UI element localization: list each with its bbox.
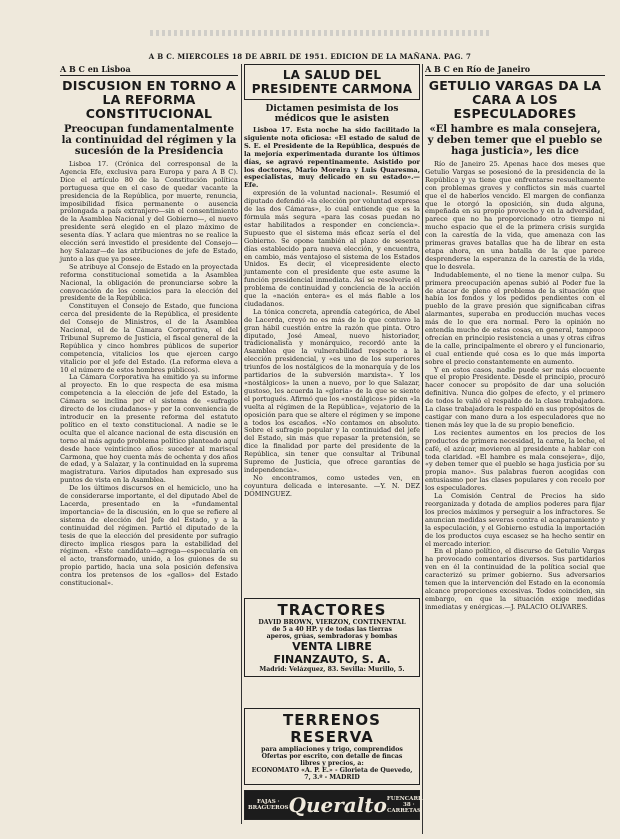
paragraph: La tónica concreta, aprendía categórica, de Abel de Lacerda, creyó no es más de lo que contuvo la gran hábil cuestión entre la razón que pinta. Otro diputado, José Ameal, nuevo historiador, tradicionalista y monárquico, recordó ante la Asamblea que la vulnerabilidad respecto a la elección presidencial, y «es uno de los superiores triunfos de los nostálgicos de la monarquía y de los partidarios de la subversión marxista». Y los «nostálgicos» la unen a nuevo, por lo que Salazar, gustoso, les acuerda la «gloria» de la que se siente el portugués. Afirmó que los «nostálgicos» piden «la vuelta al régimen de la República», vejatorio de la oposición para que se altere el régimen y se impone a todos los escaños. «No contamos en absoluto. Sobre el sufragio popular y la continuidad del jefe del Estado, sin más que repasar la pretensión, se dice la finalidad por parte del presidente de la República, sin tener que consultar al Tribunal Supremo de Justicia, que ofrece garantías de independencia». bbox=[244, 307, 420, 474]
ad-side-text: FUENCARRAL 38 · CARRETAS 26 bbox=[386, 796, 431, 814]
article-body bbox=[244, 127, 420, 499]
subheadline: Dictamen pesimista de los médicos que le asisten bbox=[265, 104, 399, 124]
ad-title: TERRENOS RESERVA bbox=[283, 711, 381, 746]
headline: DISCUSION EN TORNO A LA REFORMA CONSTITUCIONAL bbox=[62, 78, 236, 121]
bleed-through-text bbox=[150, 30, 490, 36]
ad-title-secondary: VENTA LIBRE bbox=[292, 640, 372, 653]
article-carmona bbox=[244, 64, 431, 824]
advertisement-terrenos bbox=[244, 708, 420, 785]
article-rio bbox=[425, 64, 605, 834]
paragraph: En el plano político, el discurso de Getulio Vargas ha provocado comentarios diversos. Sus partidarios ven en él la continuidad de la política social que caracterizó su primer gobierno. Sus adversarios temen que la intervención del Estado en la economía alcance proporciones excesivas. Todos coinciden, sin embargo, en que la situación exige medidas inmediatas y enérgicas.—J. PALACIO OLIVARES. bbox=[425, 547, 605, 611]
advertisement-tractores bbox=[244, 598, 420, 677]
advertisement-queralto bbox=[244, 790, 431, 820]
paragraph: Lisboa 17. Esta noche ha sido facilitado la siguiente nota oficiosa: «El estado de salud de S. E. el Presidente de la República, después de la mejoría experimentada durante los últimos días, se agravó repentinamente. Asistido por los doctores, Mario Moreira y Luis Quaresma, especialistas, muy delicado en su estado».—Efe. bbox=[244, 126, 420, 190]
headline: LA SALUD DEL PRESIDENTE CARMONA bbox=[251, 68, 413, 96]
paragraph: Indudablemente, el no tiene la menor culpa. Su primera preocupación apenas subió al Poder fue la de atacar de pleno el problema de la situación que había los fondos y los pedidos pendientes con el pueblo de la grave presión que significaban cifras alarmantes, superaba en producción muchas veces más de lo que era normal. Pero la opinión no entendía mucho de estas cosas, en general, tampoco ofrecían en principio resistencia a unas y otras cifras de la calle, principalmente el obrero y el funcionario, el cual entiende qué cosa es lo que más importa sobre el precio constantemente en aumento. bbox=[425, 270, 605, 366]
paragraph: Y en estos casos, nadie puede ser más elocuente que el propio Presidente. Desde el principio, procuró hacer conocer su propósito de dar una solución definitiva. Nunca dio golpes de efecto, y el primero de todos le valió el respaldo de la clase trabajadora. La clase trabajadora le respaldó en sus propósitos de castigar con mano dura a los especuladores que no tienen más ley que la de su propio beneficio. bbox=[425, 365, 605, 429]
ad-line: para ampliaciones y trigo, comprendidos bbox=[261, 746, 403, 753]
ad-address: Madrid: Velázquez, 83. Sevilla: Murillo, 5. bbox=[259, 666, 405, 673]
paragraph: Río de Janeiro 25. Apenas hace dos meses que Getulio Vargas se posesionó de la presidencia de la República y ya tiene que enfrentarse resueltamente con problemas graves y conflictos sin más cuartel que el de haberlos vencido. El margen de confianza que le otorgó la oposición, sin duda alguna, empeñada en su propio provecho y en la adversidad, parece que no ha proporcionado otro tiempo ni mucho espacio que el de la primera crisis surgida con la carestía de la vida, que amenaza con las primeras graves batallas que ha de librar en esta etapa ahora, en una batalla de la que parece desprenderse la esperanza de la carestía de la vida, que lo desvela. bbox=[425, 160, 605, 271]
running-header: A B C. MIERCOLES 18 DE ABRIL DE 1951. EDICION DE LA MAÑANA. PAG. 7 bbox=[148, 52, 472, 61]
ad-side-text: FAJAS · BRAGUEROS bbox=[248, 799, 289, 811]
ad-brand: Queralto bbox=[288, 793, 387, 817]
paragraph: La Comisión Central de Precios ha sido reorganizada y dotada de amplios poderes para fijar los precios máximos y perseguir a los infractores. Se anuncian medidas severas contra el acaparamiento y la especulación, y el Gobierno estudia la importación de los productos cuya escasez se ha hecho sentir en el mercado interior. bbox=[425, 492, 605, 548]
paragraph: No encontramos, como ustedes ven, en coyuntura delicada e interesante. —Y. N. DEZ DOMINGUEZ. bbox=[244, 473, 420, 498]
ad-line: de 5 a 40 HP. y de todas las tierras bbox=[272, 626, 392, 633]
article-body bbox=[425, 161, 605, 612]
subheadline: «El hambre es mala consejera, y deben temer que el pueblo se haga justicia», les dice bbox=[427, 124, 603, 157]
paragraph: De los últimos discursos en el hemiciclo, uno ha de considerarse importante, el del diputado Abel de Lacerda, presentado en la «fundamental importancia» de la discusión, en lo que se refiere al sistema de elección del Jefe del Estado, y a la continuidad del régimen. Partió el diputado de la tesis de que la elección del presidente por sufragio directo implica riesgos para la estabilidad del régimen. «Este candidato—agrega—especularía en el acto, transformado, unido, a los guiones de su propio partido, hacia una sola posición defensiva contra los pretensos de los «gallos» del Estado constitucional». bbox=[60, 484, 238, 588]
ad-company: FINANZAUTO, S. A. bbox=[273, 653, 391, 666]
ad-line: Ofertas por escrito, con detalle de fincas bbox=[261, 753, 403, 760]
ad-line: DAVID BROWN, VIERZON, CONTINENTAL bbox=[258, 619, 406, 626]
paragraph: Constituyen el Consejo de Estado, que funciona cerca del presidente de la República, el presidente del Consejo de Ministros, el de la Asamblea Nacional, el de la Cámara Corporativa, el del Tribunal Supremo de Justicia, el fiscal general de la República y cinco hombres públicos de superior competencia, vitalicios los que ejercen cargo vitalicio por el jefe del Estado. (La reforma eleva a 10 el número de estos hombres públicos). bbox=[60, 302, 238, 374]
paragraph: expresión de la voluntad nacional». Resumió el diputado defendió «la elección por voluntad expresa de las dos Cámaras», lo cual entiende que es la fórmula más segura «para las cosas puedan no estar habilitados a responder en conciencia». Supuesto que el sistema más eficaz sería el del Gobierno. Se opone también al plazo de sesenta días establecido para nueva elección, y encuentra, en cambio, más ventajoso el sistema de los Estados Unidos. Es decir, el vicepresidente electo juntamente con el presidente que este asume la función presidencial inmediata. Así se resolvería el problema de continuidad y conciencia de la acción que la «nación entera» es el más fiable a los ciudadanos. bbox=[244, 189, 420, 308]
column-rule bbox=[241, 64, 242, 824]
article-body bbox=[60, 161, 238, 588]
article-lisboa bbox=[60, 64, 238, 824]
paragraph: Los recientes aumentos en los precios de los productos de primera necesidad, la carne, la leche, el café, el azúcar, movieron al presidente a hablar con toda claridad. «El hambre es mala consejera», dijo, «y deben temer que el pueblo se haga justicia por su propia mano». Sus palabras fueron acogidas con entusiasmo por las clases populares y con recelo por los especuladores. bbox=[425, 428, 605, 493]
headline-box bbox=[244, 64, 420, 100]
ad-contact: ECONOMATO «A. P. E.» - Glorieta de Quevedo, 7, 3.º - MADRID bbox=[251, 767, 413, 781]
paragraph: Se atribuye al Consejo de Estado en la proyectada reforma constitucional sometida a la Asamblea Nacional, la obligación de pronunciarse sobre la convocación de los comicios para la elección del presidente de la República. bbox=[60, 262, 238, 303]
paragraph: Lisboa 17. (Crónica del corresponsal de la Agencia Efe, exclusiva para Europa y para A B C). Dice el artículo 80 de la Constitución política portuguesa que en el caso de quedar vacante la presidencia de la República, por muerte, renuncia, imposibilidad física permanente o ausencia prolongada a país extranjero—sin el consentimiento de la Asamblea Nacional y del Gobierno—, el nuevo presidente será elegido en el plazo máximo de sesenta días. Y aclara que mientras no se realice la elección será investido el presidente del Consejo—hoy Salazar—de las atribuciones de jefe de Estado, junto a las que ya posee. bbox=[60, 160, 238, 263]
ad-title: TRACTORES bbox=[277, 601, 387, 619]
ad-line: aperos, grúas, sembradoras y bombas bbox=[266, 633, 398, 640]
headline: GETULIO VARGAS DA LA CARA A LOS ESPECULADORES bbox=[428, 78, 602, 121]
paragraph: La Cámara Corporativa ha emitido ya su informe al proyecto. En lo que respecta de esa misma competencia a la elección de jefe del Estado, la Cámara se inclina por el sistema de «sufragio directo de los ciudadanos» y por la conveniencia de introducir en la presente reforma del estatuto político en el texto constitucional. A nadie se le oculta que el alcance nacional de esta discusión en torno al más agudo problema político planteado aquí desde hace veinticinco años: suceder al mariscal Carmona, que hoy cuenta más de ochenta y dos años de edad, y a Salazar, y la continuidad en la suprema magistratura. Varios diputados han expresado sus puntos de vista en la Asamblea. bbox=[60, 373, 238, 485]
section-label: A B C en Lisboa bbox=[60, 64, 238, 76]
ad-line: libres y precios, a: bbox=[300, 760, 364, 767]
section-label: A B C en Río de Janeiro bbox=[425, 64, 605, 76]
column-rule bbox=[422, 64, 423, 834]
subheadline: Preocupan fundamentalmente la continuidad del régimen y la sucesión de la Presidencia bbox=[61, 124, 237, 157]
